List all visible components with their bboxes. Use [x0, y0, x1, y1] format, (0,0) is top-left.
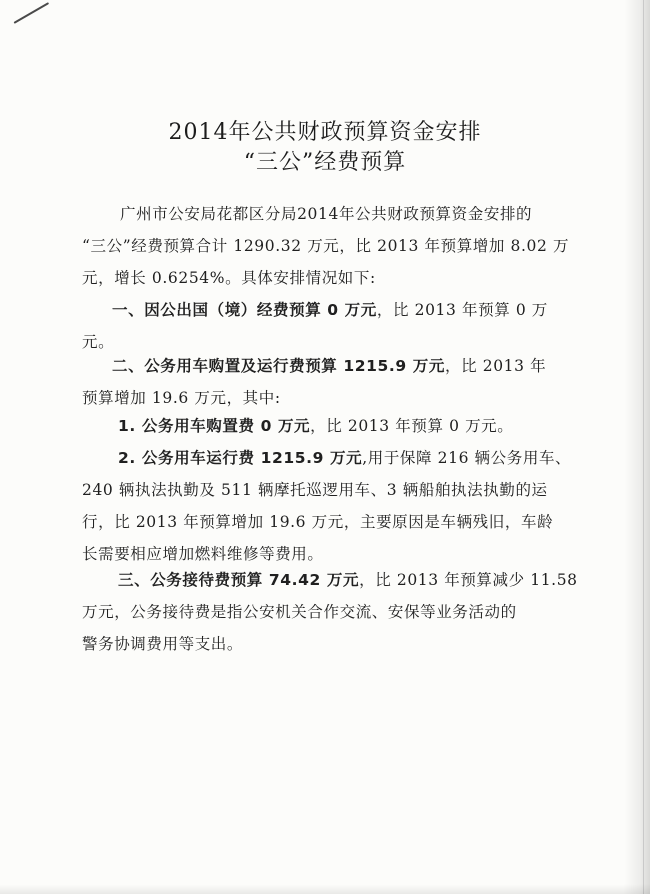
- paragraph-reception: [82, 564, 578, 660]
- text-line: 长需要相应增加燃料维修等费用。: [82, 545, 324, 563]
- text-line: 240 辆执法执勤及 511 辆摩托巡逻用车、3 辆船舶执法执勤的运: [82, 481, 548, 499]
- document-title-line1: 2014年公共财政预算资金安排: [168, 120, 482, 145]
- text-fragment: ，比 2013 年预算 0 万元。: [310, 417, 514, 435]
- pen-stroke-mark: [14, 2, 50, 24]
- text-fragment: ，比 2013 年: [445, 357, 547, 375]
- paragraph-vehicle-operation: [82, 442, 572, 570]
- text-line: [112, 350, 552, 382]
- text-line: [118, 442, 572, 474]
- page-bottom-shadow: [0, 884, 650, 894]
- heading-vehicle-purchase: 1. 公务用车购置费 0 万元: [118, 417, 311, 435]
- text-line: 警务协调费用等支出。: [82, 635, 244, 653]
- text-line: 元，增长 0.6254%。具体安排情况如下:: [82, 269, 376, 287]
- text-line: 行，比 2013 年预算增加 19.6 万元，主要原因是车辆残旧，车龄: [82, 513, 554, 531]
- heading-reception-budget: 三、公务接待费预算 74.42 万元: [118, 571, 360, 589]
- paragraph-overseas: [82, 294, 552, 358]
- text-fragment: ,用于保障 216 辆公务用车、: [362, 449, 572, 467]
- paragraph-intro: [82, 198, 570, 294]
- text-line: [112, 294, 552, 326]
- text-line: [118, 410, 558, 442]
- text-line: 广州市公安局花都区分局2014年公共财政预算资金安排的: [120, 205, 533, 223]
- document-title-line2: “三公”经费预算: [243, 150, 407, 175]
- text-line: “三公”经费预算合计 1290.32 万元，比 2013 年预算增加 8.02 万: [82, 237, 570, 255]
- text-fragment: ，比 2013 年预算 0 万: [376, 301, 548, 319]
- text-line: 预算增加 19.6 万元，其中:: [82, 389, 281, 407]
- heading-vehicle-budget: 二、公务用车购置及运行费预算 1215.9 万元: [112, 357, 446, 375]
- text-line: 元。: [82, 333, 115, 351]
- text-line: 万元，公务接待费是指公安机关合作交流、安保等业务活动的: [82, 603, 517, 621]
- text-fragment: ，比 2013 年预算减少 11.58: [359, 571, 578, 589]
- heading-vehicle-operation: 2. 公务用车运行费 1215.9 万元: [118, 449, 363, 467]
- heading-overseas-budget: 一、因公出国（境）经费预算 0 万元: [112, 301, 377, 319]
- paragraph-vehicle-purchase: [118, 410, 558, 442]
- text-line: [118, 564, 578, 596]
- paragraph-vehicles: [82, 350, 552, 414]
